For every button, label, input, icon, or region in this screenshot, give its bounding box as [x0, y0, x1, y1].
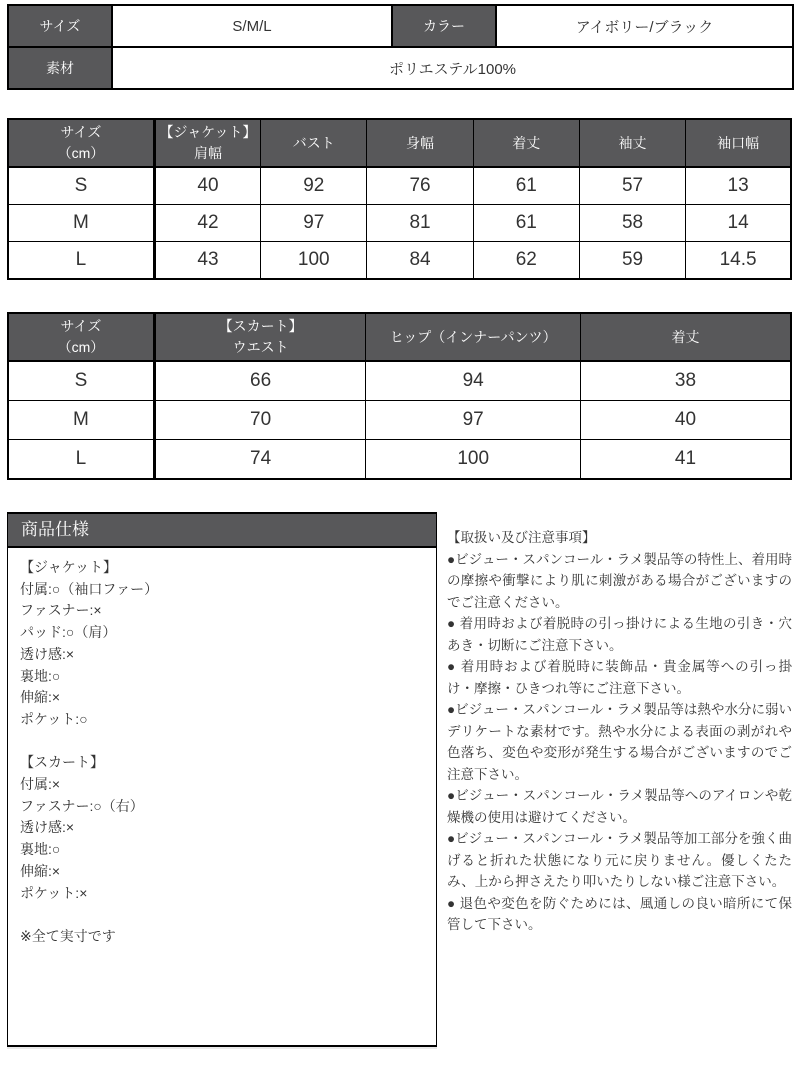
care-notes [447, 512, 792, 936]
color-value-cell: アイボリー/ブラック [496, 5, 793, 47]
body-width-header-cell: 身幅 [367, 119, 473, 167]
value-cell: 92 [261, 167, 367, 205]
value-cell: 100 [366, 440, 581, 480]
jacket-shoulder-header-cell [154, 119, 260, 167]
bottom-section [7, 512, 792, 1049]
value-cell: 84 [367, 242, 473, 280]
table-row [8, 440, 791, 480]
value-cell: 40 [154, 167, 260, 205]
skirt-spec-line: 付属:× [20, 776, 61, 793]
value-cell: 76 [367, 167, 473, 205]
value-cell: 42 [154, 205, 260, 242]
material-value-cell: ポリエステル100% [112, 47, 793, 89]
care-note-item: ●ビジュー・スパンコール・ラメ製品等へのアイロンや乾燥機の使用は避けてください。 [447, 788, 792, 825]
skirt-waist-header-cell [154, 313, 366, 361]
jacket-spec-line: ファスナー:× [20, 602, 102, 619]
product-spec-title-bar [8, 514, 436, 548]
spacer [20, 904, 424, 926]
size-cm-header-cell [8, 313, 154, 361]
jacket-spec-line: ポケット:○ [20, 710, 88, 727]
value-cell: 14 [686, 205, 791, 242]
skirt-length-header-cell: 着丈 [580, 313, 791, 361]
jacket-spec-line: 伸縮:× [20, 689, 61, 706]
care-note-item: ● 着用時および着脱時の引っ掛けによる生地の引き・穴あき・切断にご注意下さい。 [447, 616, 792, 653]
spec-box-wrapper [7, 512, 437, 1049]
size-cell: S [8, 167, 154, 205]
value-cell: 14.5 [686, 242, 791, 280]
table-row [8, 242, 791, 280]
skirt-spec-line: 裏地:○ [20, 841, 61, 858]
value-cell: 61 [473, 205, 579, 242]
value-cell: 58 [579, 205, 685, 242]
table-row [8, 5, 793, 47]
bust-header-cell: バスト [261, 119, 367, 167]
length-header-cell: 着丈 [473, 119, 579, 167]
size-color-material-table [7, 4, 794, 90]
value-cell: 40 [580, 401, 791, 440]
size-header-line1: サイズ [60, 124, 102, 140]
product-spec-box [7, 512, 437, 1047]
size-header-line2: （cm） [57, 339, 105, 355]
value-cell: 74 [154, 440, 366, 480]
table-row [8, 47, 793, 89]
table-row [8, 401, 791, 440]
size-cm-header-cell [8, 119, 154, 167]
value-cell: 41 [580, 440, 791, 480]
hip-header-cell: ヒップ（インナーパンツ） [366, 313, 581, 361]
jacket-spec-heading: 【ジャケット】 [20, 559, 118, 575]
value-cell: 94 [366, 361, 581, 401]
group-header-line1: 【ジャケット】 [159, 124, 257, 140]
size-value-cell: S/M/L [112, 5, 392, 47]
value-cell: 13 [686, 167, 791, 205]
size-label-cell: サイズ [8, 5, 112, 47]
value-cell: 57 [579, 167, 685, 205]
size-cell: L [8, 242, 154, 280]
product-spec-content [8, 548, 436, 957]
group-header-line1: 【スカート】 [218, 318, 303, 334]
value-cell: 43 [154, 242, 260, 280]
size-header-line2: （cm） [57, 145, 105, 161]
cuff-width-header-cell: 袖口幅 [686, 119, 791, 167]
table-header-row [8, 119, 791, 167]
care-note-item: ●ビジュー・スパンコール・ラメ製品等は熱や水分に弱いデリケートな素材です。熱や水分による表面の剥がれや色落ち、変色や変形が発生する場合がございますのでご注意下さい。 [447, 702, 792, 782]
care-note-item: ● 退色や変色を防ぐためには、風通しの良い暗所にて保管して下さい。 [447, 895, 792, 932]
value-cell: 100 [261, 242, 367, 280]
care-note-item: ●ビジュー・スパンコール・ラメ製品等加工部分を強く曲げると折れた状態になり元に戻りません。優しくたたみ、上から押さえたり叩いたりしない様ご注意下さい。 [447, 831, 792, 889]
size-cell: S [8, 361, 154, 401]
group-header-line2: 肩幅 [193, 145, 222, 161]
product-spec-title: 商品仕様 [21, 520, 89, 539]
care-notes-heading: 【取扱い及び注意事項】 [447, 530, 596, 545]
color-label-cell: カラー [392, 5, 496, 47]
value-cell: 62 [473, 242, 579, 280]
table-row [8, 205, 791, 242]
value-cell: 61 [473, 167, 579, 205]
jacket-spec-line: 裏地:○ [20, 667, 61, 684]
skirt-spec-line: 透け感:× [20, 819, 75, 836]
care-note-item: ●ビジュー・スパンコール・ラメ製品等の特性上、着用時の摩擦や衝撃により肌に刺激がある場合がございますのでご注意ください。 [447, 551, 792, 610]
skirt-measurement-table [7, 312, 792, 480]
skirt-spec-line: ファスナー:○（右） [20, 797, 144, 814]
jacket-spec-line: 透け感:× [20, 645, 75, 662]
sleeve-length-header-cell: 袖丈 [579, 119, 685, 167]
table-row [8, 167, 791, 205]
value-cell: 59 [579, 242, 685, 280]
spacer [20, 731, 424, 753]
value-cell: 66 [154, 361, 366, 401]
skirt-spec-heading: 【スカート】 [20, 754, 104, 771]
size-cell: M [8, 401, 154, 440]
value-cell: 70 [154, 401, 366, 440]
value-cell: 97 [366, 401, 581, 440]
skirt-spec-line: ポケット:× [20, 884, 88, 901]
material-label-cell: 素材 [8, 47, 112, 89]
actual-measurement-note: ※全て実寸です [20, 927, 116, 944]
jacket-spec-line: パッド:○（肩） [20, 624, 117, 641]
group-header-line2: ウエスト [232, 339, 289, 355]
skirt-spec-line: 伸縮:× [20, 862, 61, 879]
jacket-spec-line: 付属:○（袖口ファー） [20, 580, 159, 597]
table-row [8, 361, 791, 401]
care-note-item: ● 着用時および着脱時に装飾品・貴金属等への引っ掛け・摩擦・ひきつれ等にご注意下さい。 [447, 659, 792, 696]
size-header-line1: サイズ [60, 318, 102, 334]
table-header-row [8, 313, 791, 361]
value-cell: 38 [580, 361, 791, 401]
jacket-measurement-table [7, 118, 792, 280]
value-cell: 97 [261, 205, 367, 242]
size-cell: M [8, 205, 154, 242]
value-cell: 81 [367, 205, 473, 242]
box-shadow-line [7, 1047, 437, 1049]
size-cell: L [8, 440, 154, 480]
